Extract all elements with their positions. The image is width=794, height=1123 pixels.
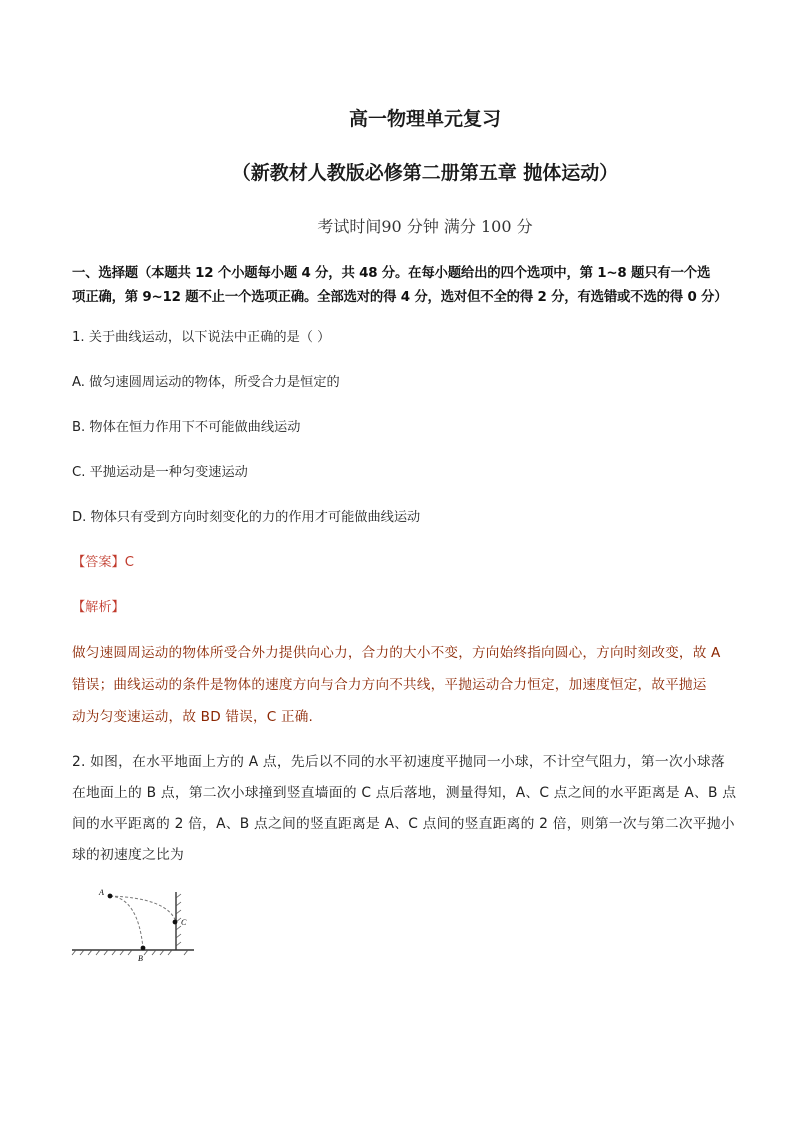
point-a [108,894,113,899]
page-subtitle: （新教材人教版必修第二册第五章 抛体运动） [231,162,619,184]
question-2-line-4: 球的初速度之比为 [72,847,184,863]
point-b [141,946,146,951]
analysis-label: 【解析】 [72,600,125,615]
question-2-line-3: 间的水平距离的 2 倍，A、B 点之间的竖直距离是 A、C 点间的竖直距离的 2 倍，则第一次与第二次平抛小 [72,816,735,832]
label-c: C [181,918,187,927]
analysis-line-1: 做匀速圆周运动的物体所受合外力提供向心力，合力的大小不变，方向始终指向圆心，方向时刻改变，故 A [72,645,721,661]
analysis-line-3: 动为匀变速运动，故 BD 错误，C 正确. [72,709,314,725]
section-heading-line-2: 项正确，第 9~12 题不止一个选项正确。全部选对的得 4 分，选对但不全的得 2 分，有选错或不选的得 0 分） [72,290,728,305]
question-1-option-a: A. 做匀速圆周运动的物体，所受合力是恒定的 [72,375,340,390]
question-1-option-b: B. 物体在恒力作用下不可能做曲线运动 [72,420,301,435]
trajectory-to-c [110,896,176,922]
label-b: B [138,954,143,963]
label-a: A [99,888,104,897]
question-2-line-2: 在地面上的 B 点，第二次小球撞到竖直墙面的 C 点后落地，测量得知，A、C 点之间的水平距离是 A、B 点 [72,785,737,801]
answer-label: 【答案】C [72,555,134,570]
question-1-stem: 1. 关于曲线运动，以下说法中正确的是（ ） [72,330,331,345]
point-c [173,920,178,925]
page-title: 高一物理单元复习 [348,108,501,130]
question-1-option-c: C. 平抛运动是一种匀变速运动 [72,465,248,480]
ground-hatching [72,950,188,955]
question-1-option-d: D. 物体只有受到方向时刻变化的力的作用才可能做曲线运动 [72,510,421,525]
trajectory-to-b [110,896,143,948]
analysis-line-2: 错误；曲线运动的条件是物体的速度方向与合力方向不共线，平抛运动合力恒定，加速度恒定，故平抛运 [72,677,707,693]
exam-info: 考试时间90 分钟 满分 100 分 [317,217,533,236]
projectile-diagram [70,884,200,964]
section-heading-line-1: 一、选择题（本题共 12 个小题每小题 4 分，共 48 分。在每小题给出的四个选项中，第 1~8 题只有一个选 [72,266,711,281]
question-2-line-1: 2. 如图，在水平地面上方的 A 点，先后以不同的水平初速度平抛同一小球，不计空气阻力，第一次小球落 [72,754,725,770]
